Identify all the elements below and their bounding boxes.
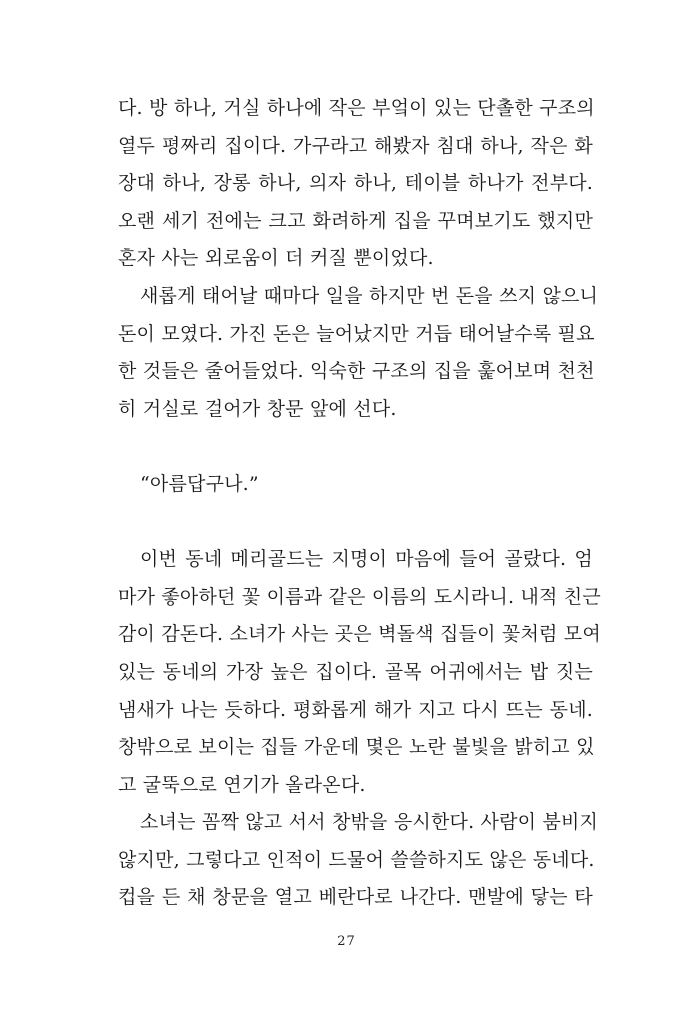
- text-line: 히 거실로 걸어가 창문 앞에 선다.: [118, 397, 397, 420]
- text-line: 마가 좋아하던 꽃 이름과 같은 이름의 도시라니. 내적 친근: [118, 585, 601, 608]
- paragraph-1: [118, 90, 593, 278]
- dialogue: [118, 466, 593, 504]
- text-line: 오랜 세기 전에는 크고 화려하게 집을 꾸며보기도 했지만: [118, 209, 593, 232]
- text-line: 장대 하나, 장롱 하나, 의자 하나, 테이블 하나가 전부다.: [118, 172, 593, 195]
- text-line: 한 것들은 줄어들었다. 익숙한 구조의 집을 훑어보며 천천: [118, 360, 595, 383]
- text-line: 돈이 모였다. 가진 돈은 늘어났지만 거듭 태어날수록 필요: [118, 322, 595, 345]
- text-line: 냄새가 나는 듯하다. 평화롭게 해가 지고 다시 뜨는 동네.: [118, 698, 593, 721]
- text-line: 창밖으로 보이는 집들 가운데 몇은 노란 불빛을 밝히고 있: [118, 736, 595, 759]
- page-body: [118, 90, 601, 917]
- text-line: 혼자 사는 외로움이 더 커질 뿐이었다.: [118, 247, 434, 270]
- paragraph-4: [118, 804, 599, 917]
- paragraph-3: [118, 541, 601, 804]
- page-number: 27: [337, 934, 356, 949]
- dialogue-line: “아름답구나.”: [140, 472, 259, 495]
- text-line: 소녀는 꼼짝 않고 서서 창밖을 응시한다. 사람이 붐비지: [140, 811, 599, 834]
- blank-line: [118, 504, 593, 542]
- text-line: 이번 동네 메리골드는 지명이 마음에 들어 골랐다. 엄: [140, 548, 593, 571]
- text-line: 열두 평짜리 집이다. 가구라고 해봤자 침대 하나, 작은 화: [118, 134, 593, 157]
- text-line: 컵을 든 채 창문을 열고 베란다로 나간다. 맨발에 닿는 타: [118, 886, 593, 909]
- text-line: 감이 감돈다. 소녀가 사는 곳은 벽돌색 집들이 꽃처럼 모여: [118, 623, 601, 646]
- text-line: 있는 동네의 가장 높은 집이다. 골목 어귀에서는 밥 짓는: [118, 660, 593, 683]
- text-line: 않지만, 그렇다고 인적이 드물어 쓸쓸하지도 않은 동네다.: [118, 848, 595, 871]
- blank-line: [118, 428, 593, 466]
- paragraph-2: [118, 278, 599, 428]
- text-line: 새롭게 태어날 때마다 일을 하지만 번 돈을 쓰지 않으니: [140, 284, 599, 307]
- text-line: 고 굴뚝으로 연기가 올라온다.: [118, 773, 366, 796]
- text-line: 다. 방 하나, 거실 하나에 작은 부엌이 있는 단촐한 구조의: [118, 97, 595, 119]
